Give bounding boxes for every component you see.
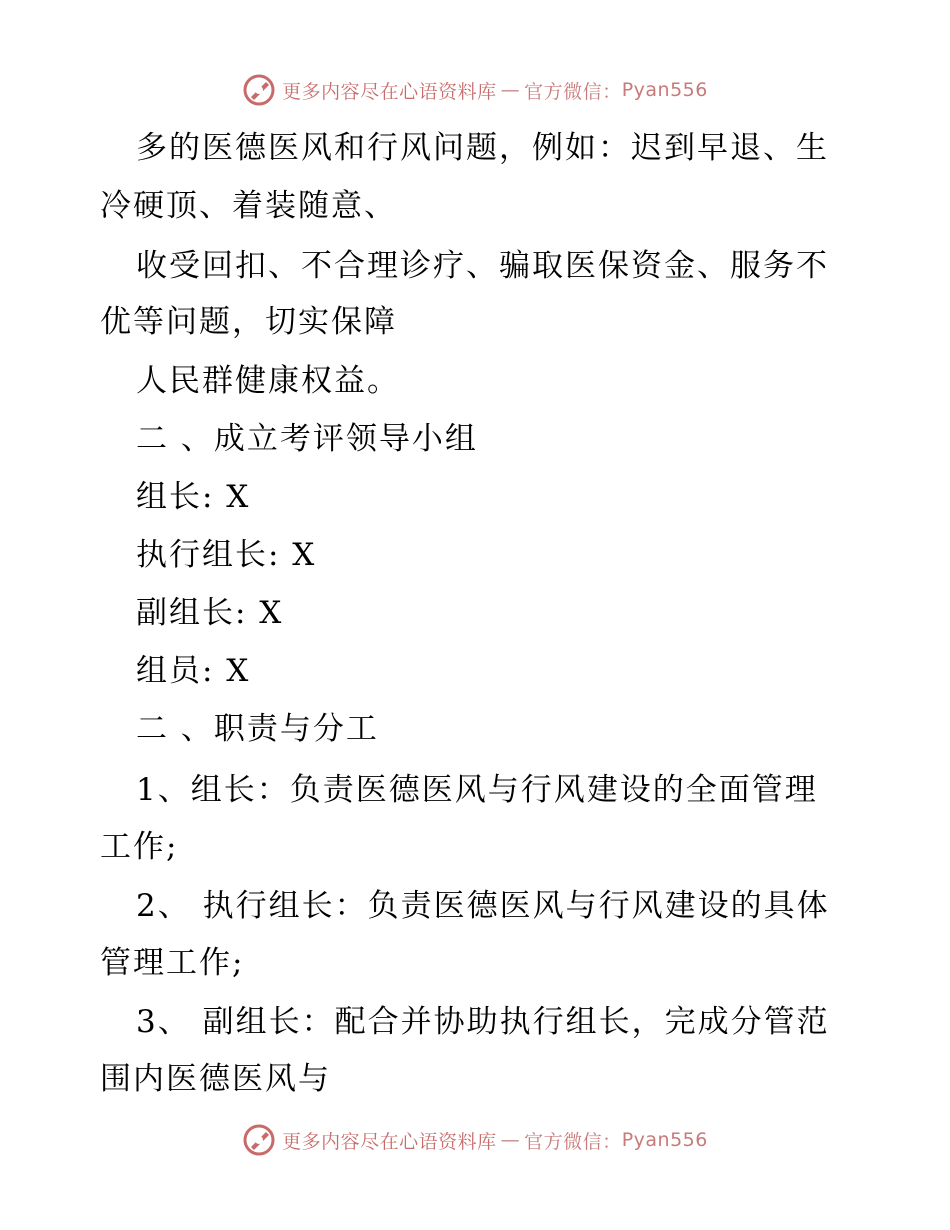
body-line: 执行组长: X bbox=[136, 537, 317, 573]
body-line: 收受回扣、不合理诊疗、骗取医保资金、服务不 bbox=[136, 248, 829, 284]
logo-icon bbox=[242, 73, 276, 107]
banner-wechat-label: 官方微信： bbox=[524, 1130, 622, 1153]
body-line: 多的医德医风和行风问题，例如：迟到早退、生 bbox=[136, 130, 829, 166]
logo-icon bbox=[242, 1123, 276, 1157]
footer-watermark-banner bbox=[0, 1120, 950, 1160]
banner-wechat-id: Pyan556 bbox=[621, 1129, 708, 1151]
body-line: 副组长: X bbox=[136, 595, 284, 631]
body-line: 围内医德医风与 bbox=[100, 1061, 331, 1097]
body-line: 冷硬顶、着装随意、 bbox=[100, 188, 397, 224]
body-line: 组长: X bbox=[136, 479, 251, 515]
banner-wechat-label: 官方微信： bbox=[524, 80, 622, 103]
banner-separator: — bbox=[500, 79, 521, 101]
banner-wechat-id: Pyan556 bbox=[621, 79, 708, 101]
body-line: 优等问题，切实保障 bbox=[100, 304, 397, 340]
body-line: 管理工作; bbox=[100, 945, 245, 981]
banner-text: 更多内容尽在心语资料库 bbox=[282, 1130, 497, 1153]
body-line: 人民群健康权益。 bbox=[136, 363, 400, 399]
banner-text: 更多内容尽在心语资料库 bbox=[282, 80, 497, 103]
body-line: 组员: X bbox=[136, 653, 251, 689]
body-line: 3、 副组长：配合并协助执行组长，完成分管范 bbox=[136, 1004, 830, 1040]
section-heading: 二 、成立考评领导小组 bbox=[136, 421, 478, 457]
body-line: 2、 执行组长：负责医德医风与行风建设的具体 bbox=[136, 888, 830, 924]
section-heading: 二 、职责与分工 bbox=[136, 711, 379, 747]
header-watermark-banner bbox=[0, 70, 950, 110]
banner-separator: — bbox=[500, 1129, 521, 1151]
body-line: 工作; bbox=[100, 829, 179, 865]
body-line: 1、组长：负责医德医风与行风建设的全面管理 bbox=[136, 772, 818, 808]
